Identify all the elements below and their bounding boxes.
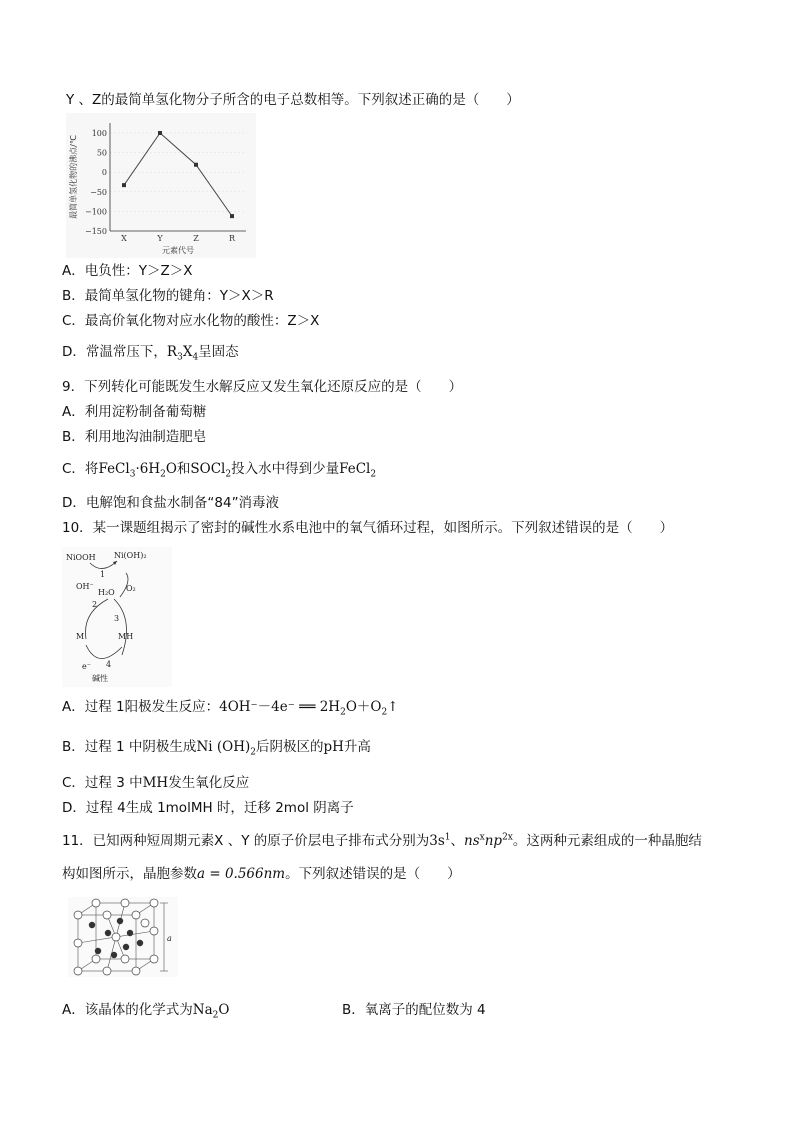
q10-a-eq2: O＋O bbox=[345, 699, 382, 715]
q8-option-b: B．最简单氢化物的键角：Y＞X＞R bbox=[62, 288, 274, 304]
q9-c-prefix: C．将 bbox=[62, 461, 99, 477]
q8-d-sub2: 4 bbox=[192, 352, 199, 363]
diagram-mh: MH bbox=[118, 632, 134, 641]
q8-d-suffix: 呈固态 bbox=[198, 344, 239, 360]
q10-c-suffix: 发生氧化反应 bbox=[168, 775, 250, 791]
diagram-label-4: 4 bbox=[106, 660, 112, 669]
q9-c-f2-sub: 2 bbox=[225, 469, 232, 480]
q11-s-sup: 1 bbox=[444, 832, 451, 843]
q10-b-mid: 后阴极区的 bbox=[255, 739, 324, 755]
q8-d-x: X bbox=[182, 344, 193, 360]
oxygen-atom bbox=[121, 899, 129, 907]
q10-option-a bbox=[62, 698, 399, 716]
oxygen-atom bbox=[150, 899, 158, 907]
sodium-atom bbox=[123, 944, 129, 950]
oxygen-atom bbox=[150, 955, 158, 963]
x-axis-title: 元素代号 bbox=[162, 246, 194, 255]
param-a-label: a bbox=[167, 934, 172, 943]
diagram-label-3: 3 bbox=[114, 614, 120, 623]
x-tick-label: Y bbox=[157, 234, 163, 243]
oxygen-atom bbox=[92, 955, 100, 963]
oxygen-atom bbox=[141, 919, 149, 927]
q11-ns: ns bbox=[464, 833, 480, 849]
q10-a-arrow: ↑ bbox=[387, 699, 399, 715]
q11-a-o: O bbox=[218, 1002, 230, 1018]
q10-a-eq: 4OH⁻－4e⁻ ══ 2H bbox=[219, 699, 341, 715]
q11-a-na: Na bbox=[192, 1002, 213, 1018]
q11-s-config: 3s bbox=[429, 833, 445, 849]
oxygen-atom bbox=[121, 955, 129, 963]
q8-option-a: A．电负性：Y＞Z＞X bbox=[62, 263, 193, 279]
oxygen-atom bbox=[103, 911, 111, 919]
diagram-nioh2: Ni(OH)₂ bbox=[114, 551, 147, 560]
diagram-alkaline: 碱性 bbox=[92, 674, 108, 683]
q9-option-a: A．利用淀粉制备葡萄糖 bbox=[62, 404, 207, 420]
q8-option-d bbox=[62, 343, 239, 361]
diagram-h2o: H₂O bbox=[98, 588, 115, 597]
q11-stem-line1 bbox=[62, 832, 702, 850]
x-tick-label: Z bbox=[193, 234, 199, 243]
x-tick-label: R bbox=[228, 234, 236, 243]
sodium-atom bbox=[89, 922, 95, 928]
sodium-atom bbox=[105, 930, 111, 936]
q11-ns-sup: x bbox=[479, 832, 485, 843]
data-point bbox=[158, 131, 162, 135]
q9-c-o: O bbox=[165, 461, 177, 477]
diagram-niooh: NiOOH bbox=[66, 553, 96, 562]
q8-d-r: R bbox=[166, 344, 178, 360]
q8-option-c: C．最高价氧化物对应水化物的酸性：Z＞X bbox=[62, 313, 320, 329]
x-tick-label: X bbox=[121, 234, 127, 243]
q9-stem: 9．下列转化可能既发生水解反应又发生氧化还原反应的是（ ） bbox=[62, 379, 463, 395]
crystal-cell-diagram bbox=[68, 897, 178, 977]
q11-np: np bbox=[484, 833, 503, 849]
q11-stem-line2 bbox=[62, 865, 461, 883]
q11-a-sub: 2 bbox=[212, 1010, 219, 1021]
q9-c-f3: FeCl bbox=[339, 461, 371, 477]
y-tick-label: 50 bbox=[96, 148, 107, 158]
data-point bbox=[122, 183, 126, 187]
q11-prefix: 11．已知两种短周期元素X 、Y 的原子价层电子排布式分别为 bbox=[62, 833, 430, 849]
sodium-atom bbox=[111, 952, 117, 958]
q9-option-c bbox=[62, 460, 376, 478]
q10-a-sub: 2 bbox=[340, 707, 346, 718]
y-tick-label: 100 bbox=[91, 129, 107, 138]
y-tick-label: 0 bbox=[101, 168, 107, 178]
q9-c-dot: ·6H bbox=[135, 461, 161, 477]
q10-b-suffix: 升高 bbox=[343, 739, 371, 755]
oxygen-atom bbox=[92, 899, 100, 907]
oxygen-atom bbox=[74, 911, 82, 919]
q11-stem-end: 。这两种元素组成的一种晶胞结 bbox=[512, 833, 702, 849]
q11-option-a bbox=[62, 1001, 229, 1019]
q11-sep: 、 bbox=[450, 833, 465, 849]
sodium-atom bbox=[95, 948, 101, 954]
q9-c-mid: 投入水中得到少量 bbox=[231, 461, 340, 477]
q11-line2-prefix: 构如图所示，晶胞参数 bbox=[62, 866, 197, 882]
q9-c-f1-sub: 3 bbox=[129, 469, 136, 480]
q10-c-mh: MH bbox=[142, 775, 169, 791]
q10-c-prefix: C．过程 3 中 bbox=[62, 775, 143, 791]
oxygen-atom bbox=[150, 927, 158, 935]
oxygen-atom bbox=[132, 911, 140, 919]
q8-d-prefix: D．常温常压下， bbox=[62, 344, 167, 360]
oxygen-atom bbox=[112, 933, 120, 941]
q10-option-c bbox=[62, 774, 249, 792]
data-point bbox=[230, 214, 234, 218]
oxygen-cycle-diagram bbox=[62, 547, 172, 687]
q9-option-d: D．电解饱和食盐水制备“84”消毒液 bbox=[62, 495, 280, 511]
sodium-atom bbox=[137, 940, 143, 946]
q9-option-b: B．利用地沟油制造肥皂 bbox=[62, 429, 207, 445]
oxygen-atom bbox=[74, 967, 82, 975]
y-tick-label: −100 bbox=[85, 207, 107, 217]
q11-line2-suffix: 。下列叙述错误的是（ ） bbox=[285, 866, 461, 882]
diagram-oh: OH⁻ bbox=[76, 582, 94, 591]
diagram-label-2: 2 bbox=[92, 600, 98, 609]
y-tick-label: −50 bbox=[90, 187, 107, 197]
q10-b-sub: 2 bbox=[250, 747, 256, 758]
q11-param: a = 0.566nm bbox=[197, 866, 286, 882]
q11-option-b: B．氧离子的配位数为 4 bbox=[342, 1002, 486, 1018]
q10-a-sub2: 2 bbox=[381, 707, 388, 718]
q9-c-f3-sub: 2 bbox=[370, 469, 377, 480]
y-axis-title: 最简单氢化物的沸点/℃ bbox=[69, 135, 78, 219]
sodium-atom bbox=[117, 918, 123, 924]
diagram-o2: O₂ bbox=[126, 584, 136, 593]
q10-b-formula: Ni (OH) bbox=[196, 739, 251, 755]
q9-c-and: 和 bbox=[176, 461, 191, 477]
sodium-atom bbox=[127, 930, 133, 936]
q10-option-b bbox=[62, 738, 371, 756]
q11-np-sup: 2x bbox=[502, 832, 513, 843]
q8-d-sub1: 3 bbox=[177, 352, 183, 363]
boiling-point-chart bbox=[66, 113, 256, 258]
data-point bbox=[194, 163, 198, 167]
q10-b-ph: pH bbox=[323, 739, 344, 755]
oxygen-atom bbox=[103, 967, 111, 975]
q10-stem: 10．某一课题组揭示了密封的碱性水系电池中的氧气循环过程，如图所示。下列叙述错误的是（ ） bbox=[62, 520, 674, 536]
q9-c-h2o-sub: 2 bbox=[160, 469, 166, 480]
y-tick-label: −150 bbox=[85, 227, 107, 236]
q10-b-prefix: B．过程 1 中阴极生成 bbox=[62, 739, 197, 755]
q10-option-d: D．过程 4生成 1molMH 时，迁移 2mol 阴离子 bbox=[62, 800, 354, 816]
q8-stem: Y 、Z的最简单氢化物分子所含的电子总数相等。下列叙述正确的是（ ） bbox=[66, 92, 520, 108]
oxygen-atom bbox=[132, 967, 140, 975]
diagram-e: e⁻ bbox=[82, 662, 91, 671]
diagram-label-1: 1 bbox=[100, 570, 106, 579]
q9-c-f1: FeCl bbox=[98, 461, 130, 477]
q9-c-f2: SOCl bbox=[190, 461, 226, 477]
q11-a-prefix: A．该晶体的化学式为 bbox=[62, 1002, 193, 1018]
q10-a-prefix: A．过程 1阳极发生反应： bbox=[62, 699, 220, 715]
diagram-m: M bbox=[76, 632, 85, 641]
cell-background bbox=[68, 897, 178, 977]
oxygen-atom bbox=[74, 939, 82, 947]
